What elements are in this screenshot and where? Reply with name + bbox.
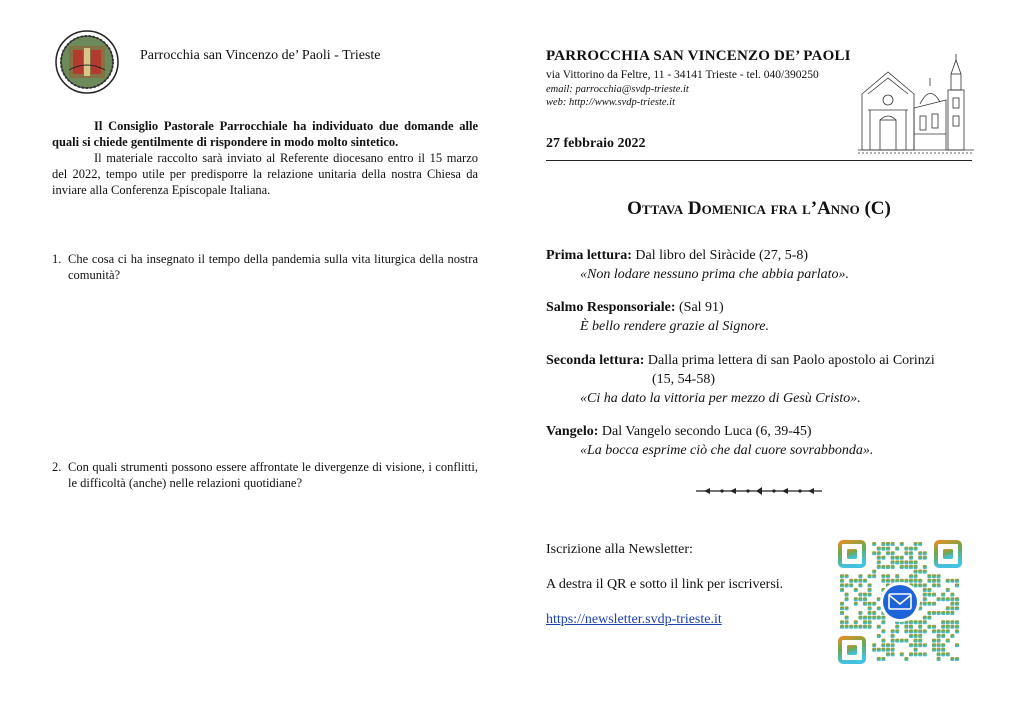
qr-module xyxy=(937,652,941,656)
qr-module xyxy=(955,625,959,629)
qr-module xyxy=(904,625,908,629)
qr-module xyxy=(840,579,844,583)
qr-module xyxy=(881,643,885,647)
qr-module xyxy=(872,602,876,606)
second-reading xyxy=(546,351,972,408)
qr-module xyxy=(863,620,867,624)
qr-module xyxy=(914,574,918,578)
qr-module xyxy=(923,551,927,555)
reading-label: Prima lettura: xyxy=(546,248,632,263)
qr-module xyxy=(941,634,945,638)
qr-module xyxy=(950,593,954,597)
qr-module xyxy=(932,579,936,583)
qr-module xyxy=(927,602,931,606)
qr-module xyxy=(845,625,849,629)
qr-module xyxy=(927,588,931,592)
qr-module xyxy=(881,556,885,560)
qr-module xyxy=(918,542,922,546)
qr-module xyxy=(932,602,936,606)
qr-module xyxy=(914,634,918,638)
newsletter-text: A destra il QR e sotto il link per iscriversi. xyxy=(546,577,784,592)
qr-module xyxy=(941,625,945,629)
qr-module xyxy=(877,648,881,652)
qr-module xyxy=(950,602,954,606)
qr-module xyxy=(904,551,908,555)
qr-module xyxy=(946,611,950,615)
qr-module xyxy=(886,547,890,551)
qr-module xyxy=(872,616,876,620)
qr-module xyxy=(877,565,881,569)
qr-module xyxy=(849,583,853,587)
qr-module xyxy=(946,597,950,601)
qr-module xyxy=(872,551,876,555)
qr-module xyxy=(918,634,922,638)
qr-module xyxy=(941,648,945,652)
qr-module xyxy=(950,579,954,583)
question-number: 1. xyxy=(52,252,62,266)
reading-label: Seconda lettura: xyxy=(546,353,645,368)
qr-module xyxy=(932,648,936,652)
qr-module xyxy=(886,652,890,656)
qr-module xyxy=(941,620,945,624)
qr-module xyxy=(932,574,936,578)
first-reading xyxy=(546,246,972,284)
qr-module xyxy=(891,634,895,638)
qr-module xyxy=(918,625,922,629)
qr-module xyxy=(863,602,867,606)
qr-module xyxy=(937,634,941,638)
qr-module xyxy=(891,643,895,647)
qr-module xyxy=(904,657,908,661)
qr-module xyxy=(854,597,858,601)
qr-module xyxy=(895,547,899,551)
reading-quote: È bello rendere grazie al Signore. xyxy=(580,319,769,334)
qr-module xyxy=(863,616,867,620)
qr-module xyxy=(941,611,945,615)
qr-module xyxy=(927,625,931,629)
qr-module xyxy=(840,602,844,606)
sunday-title: Ottava Domenica fra l’Anno (C) xyxy=(627,198,891,219)
qr-module xyxy=(909,560,913,564)
qr-module xyxy=(881,648,885,652)
newsletter-link[interactable]: https://newsletter.svdp-trieste.it xyxy=(546,612,722,627)
qr-module xyxy=(923,616,927,620)
qr-module xyxy=(946,606,950,610)
qr-module xyxy=(881,639,885,643)
qr-module xyxy=(941,643,945,647)
qr-module xyxy=(909,652,913,656)
qr-module xyxy=(923,588,927,592)
qr-module xyxy=(909,643,913,647)
qr-module xyxy=(950,625,954,629)
qr-module xyxy=(909,629,913,633)
qr-module xyxy=(872,611,876,615)
qr-module xyxy=(909,634,913,638)
qr-module xyxy=(909,565,913,569)
qr-module xyxy=(845,616,849,620)
qr-module xyxy=(877,616,881,620)
qr-module xyxy=(881,579,885,583)
qr-module xyxy=(918,570,922,574)
qr-module xyxy=(955,583,959,587)
qr-module xyxy=(927,574,931,578)
question-text: Con quali strumenti possono essere affrontate le divergenze di visione, i conflitti, le difficoltà (anche) nelle relazioni quotidiane? xyxy=(68,460,478,490)
qr-module xyxy=(868,620,872,624)
qr-module xyxy=(886,551,890,555)
intro-body: Il materiale raccolto sarà inviato al Referente diocesano entro il 15 marzo del 2022, tempo utile per predisporre la relazione unitaria della nostra Chiesa da inviare alla Conferenza Episcopale Italiana. xyxy=(52,151,478,197)
qr-module xyxy=(877,547,881,551)
qr-module xyxy=(886,648,890,652)
qr-module xyxy=(909,547,913,551)
qr-module xyxy=(937,611,941,615)
qr-module xyxy=(858,579,862,583)
reading-ref-cont: (15, 54-58) xyxy=(652,372,715,387)
qr-module xyxy=(858,593,862,597)
qr-module xyxy=(955,629,959,633)
qr-module xyxy=(923,565,927,569)
qr-module xyxy=(840,611,844,615)
qr-module xyxy=(950,606,954,610)
reading-ref: (Sal 91) xyxy=(675,300,724,315)
qr-module xyxy=(877,634,881,638)
qr-module xyxy=(918,579,922,583)
qr-module xyxy=(918,556,922,560)
reading-label: Vangelo: xyxy=(546,424,599,439)
qr-module xyxy=(904,560,908,564)
qr-module xyxy=(904,547,908,551)
qr-module xyxy=(909,620,913,624)
qr-module xyxy=(868,588,872,592)
qr-module xyxy=(858,625,862,629)
qr-module xyxy=(918,643,922,647)
qr-module xyxy=(863,597,867,601)
qr-module xyxy=(877,556,881,560)
qr-module xyxy=(932,593,936,597)
intro-text xyxy=(52,118,478,198)
qr-module xyxy=(914,620,918,624)
qr-module xyxy=(868,593,872,597)
qr-module xyxy=(881,616,885,620)
qr-module xyxy=(923,583,927,587)
qr-module xyxy=(914,583,918,587)
qr-module xyxy=(927,611,931,615)
qr-module xyxy=(868,602,872,606)
qr-module xyxy=(946,652,950,656)
qr-module xyxy=(904,565,908,569)
parish-address: via Vittorino da Feltre, 11 - 34141 Trieste - tel. 040/390250 xyxy=(546,69,819,81)
qr-module xyxy=(872,570,876,574)
qr-module xyxy=(868,625,872,629)
qr-module xyxy=(914,579,918,583)
qr-module xyxy=(886,574,890,578)
qr-module xyxy=(927,593,931,597)
qr-module xyxy=(895,574,899,578)
qr-module xyxy=(950,611,954,615)
reading-ref: Dalla prima lettera di san Paolo apostolo ai Corinzi xyxy=(644,353,935,368)
qr-module xyxy=(923,652,927,656)
qr-module xyxy=(950,634,954,638)
qr-module xyxy=(868,574,872,578)
qr-module xyxy=(932,625,936,629)
qr-module xyxy=(918,639,922,643)
qr-module xyxy=(863,625,867,629)
qr-module xyxy=(845,593,849,597)
parish-email: email: parrocchia@svdp-trieste.it xyxy=(546,84,689,95)
qr-module xyxy=(904,639,908,643)
qr-module xyxy=(909,579,913,583)
parish-title: PARROCCHIA SAN VINCENZO DE’ PAOLI xyxy=(546,48,851,64)
qr-module xyxy=(900,560,904,564)
qr-module xyxy=(877,606,881,610)
qr-module xyxy=(955,579,959,583)
qr-module xyxy=(845,606,849,610)
qr-module xyxy=(854,588,858,592)
qr-module xyxy=(950,620,954,624)
qr-module xyxy=(891,556,895,560)
qr-module xyxy=(891,565,895,569)
qr-module xyxy=(872,542,876,546)
question-number: 2. xyxy=(52,460,62,474)
qr-module xyxy=(937,629,941,633)
qr-module xyxy=(937,643,941,647)
qr-module xyxy=(877,625,881,629)
qr-module xyxy=(937,648,941,652)
qr-code-icon[interactable] xyxy=(836,538,964,666)
qr-module xyxy=(877,560,881,564)
qr-module xyxy=(891,579,895,583)
qr-module xyxy=(946,629,950,633)
qr-module xyxy=(946,588,950,592)
qr-module xyxy=(868,606,872,610)
qr-module xyxy=(886,542,890,546)
qr-module xyxy=(923,593,927,597)
qr-module xyxy=(872,643,876,647)
qr-module xyxy=(904,579,908,583)
qr-module xyxy=(845,574,849,578)
psalm xyxy=(546,298,972,336)
qr-module xyxy=(881,547,885,551)
qr-module xyxy=(923,602,927,606)
qr-module xyxy=(914,652,918,656)
qr-module xyxy=(937,583,941,587)
reading-label: Salmo Responsoriale: xyxy=(546,300,676,315)
qr-module xyxy=(937,579,941,583)
qr-module xyxy=(886,579,890,583)
reading-quote: «Ci ha dato la vittoria per mezzo di Gesù Cristo». xyxy=(580,391,861,406)
qr-module xyxy=(891,648,895,652)
qr-module xyxy=(932,611,936,615)
qr-module xyxy=(909,551,913,555)
qr-module xyxy=(858,597,862,601)
qr-module xyxy=(840,625,844,629)
qr-module xyxy=(941,597,945,601)
qr-module xyxy=(923,570,927,574)
qr-module xyxy=(900,556,904,560)
reading-quote: «Non lodare nessuno prima che abbia parlato». xyxy=(580,267,849,282)
qr-module xyxy=(927,616,931,620)
qr-module xyxy=(909,556,913,560)
qr-module xyxy=(941,593,945,597)
qr-module xyxy=(840,588,844,592)
qr-module xyxy=(914,542,918,546)
qr-module xyxy=(914,547,918,551)
qr-module xyxy=(849,579,853,583)
qr-module xyxy=(872,574,876,578)
qr-module xyxy=(937,657,941,661)
qr-module xyxy=(918,629,922,633)
qr-module xyxy=(891,560,895,564)
qr-module xyxy=(923,556,927,560)
gospel xyxy=(546,422,972,460)
qr-module xyxy=(886,565,890,569)
qr-module xyxy=(914,629,918,633)
qr-module xyxy=(854,602,858,606)
qr-module xyxy=(886,643,890,647)
qr-module xyxy=(914,639,918,643)
qr-module xyxy=(881,620,885,624)
qr-module xyxy=(854,579,858,583)
qr-module xyxy=(955,602,959,606)
question-text: Che cosa ci ha insegnato il tempo della pandemia sulla vita liturgica della nostra comunità? xyxy=(68,252,478,282)
qr-module xyxy=(923,597,927,601)
qr-module xyxy=(918,620,922,624)
qr-module xyxy=(932,643,936,647)
parish-web: web: http://www.svdp-trieste.it xyxy=(546,97,676,108)
qr-module xyxy=(923,629,927,633)
question-2 xyxy=(52,459,478,491)
qr-module xyxy=(946,625,950,629)
church-drawing-icon xyxy=(858,50,974,156)
qr-module xyxy=(955,643,959,647)
qr-module xyxy=(895,639,899,643)
qr-module xyxy=(914,560,918,564)
qr-module xyxy=(937,574,941,578)
qr-module xyxy=(909,625,913,629)
qr-module xyxy=(891,629,895,633)
qr-module xyxy=(895,625,899,629)
qr-module xyxy=(937,639,941,643)
qr-module xyxy=(840,574,844,578)
qr-module xyxy=(950,597,954,601)
reading-ref: Dal Vangelo secondo Luca (6, 39-45) xyxy=(598,424,812,439)
qr-module xyxy=(914,565,918,569)
qr-module xyxy=(868,611,872,615)
qr-module xyxy=(854,625,858,629)
qr-module xyxy=(840,583,844,587)
header-divider xyxy=(546,160,972,161)
qr-module xyxy=(872,648,876,652)
qr-module xyxy=(946,620,950,624)
qr-module xyxy=(877,657,881,661)
qr-module xyxy=(918,583,922,587)
qr-module xyxy=(950,657,954,661)
qr-module xyxy=(955,657,959,661)
qr-module xyxy=(900,639,904,643)
newsletter-title: Iscrizione alla Newsletter: xyxy=(546,542,693,557)
qr-module xyxy=(955,597,959,601)
qr-module xyxy=(941,652,945,656)
qr-module xyxy=(881,574,885,578)
qr-module xyxy=(900,652,904,656)
qr-module xyxy=(881,565,885,569)
qr-module xyxy=(909,574,913,578)
qr-module xyxy=(881,542,885,546)
qr-module xyxy=(854,620,858,624)
qr-module xyxy=(868,616,872,620)
qr-module xyxy=(900,565,904,569)
reading-ref: Dal libro del Siràcide (27, 5-8) xyxy=(631,248,809,263)
qr-module xyxy=(895,556,899,560)
qr-module xyxy=(923,643,927,647)
qr-module xyxy=(845,597,849,601)
qr-module xyxy=(932,629,936,633)
qr-module xyxy=(858,574,862,578)
qr-module xyxy=(881,657,885,661)
qr-module xyxy=(955,620,959,624)
bulletin-date: 27 febbraio 2022 xyxy=(546,136,646,151)
qr-module xyxy=(840,620,844,624)
qr-module xyxy=(845,583,849,587)
qr-module xyxy=(840,606,844,610)
qr-module xyxy=(914,570,918,574)
qr-module xyxy=(932,639,936,643)
qr-module xyxy=(858,611,862,615)
ornament-divider-icon xyxy=(694,483,824,499)
qr-module xyxy=(946,579,950,583)
qr-module xyxy=(932,583,936,587)
qr-module xyxy=(891,542,895,546)
qr-module xyxy=(923,620,927,624)
qr-module xyxy=(914,648,918,652)
qr-module xyxy=(891,639,895,643)
parish-seal-logo-icon xyxy=(55,30,119,94)
qr-module xyxy=(891,652,895,656)
qr-module xyxy=(955,606,959,610)
qr-module xyxy=(858,616,862,620)
qr-module xyxy=(845,620,849,624)
question-1 xyxy=(52,251,478,283)
qr-module xyxy=(904,629,908,633)
qr-module xyxy=(937,597,941,601)
qr-module xyxy=(941,629,945,633)
qr-module xyxy=(868,583,872,587)
qr-module xyxy=(863,579,867,583)
qr-module xyxy=(918,551,922,555)
qr-module xyxy=(946,639,950,643)
qr-module xyxy=(891,551,895,555)
qr-module xyxy=(881,629,885,633)
intro-bold: Il Consiglio Pastorale Parrocchiale ha individuato due domande alle quali si chiede gentilmente di rispondere in modo molto sintetico. xyxy=(52,119,478,149)
reading-quote: «La bocca esprime ciò che dal cuore sovrabbonda». xyxy=(580,443,874,458)
qr-module xyxy=(895,629,899,633)
parish-name-left: Parrocchia san Vincenzo de’ Paoli - Trieste xyxy=(140,48,381,63)
qr-module xyxy=(918,652,922,656)
qr-module xyxy=(877,551,881,555)
qr-module xyxy=(914,643,918,647)
qr-module xyxy=(858,583,862,587)
qr-module xyxy=(863,593,867,597)
qr-module xyxy=(895,560,899,564)
qr-module xyxy=(900,542,904,546)
qr-module xyxy=(849,625,853,629)
qr-module xyxy=(927,579,931,583)
